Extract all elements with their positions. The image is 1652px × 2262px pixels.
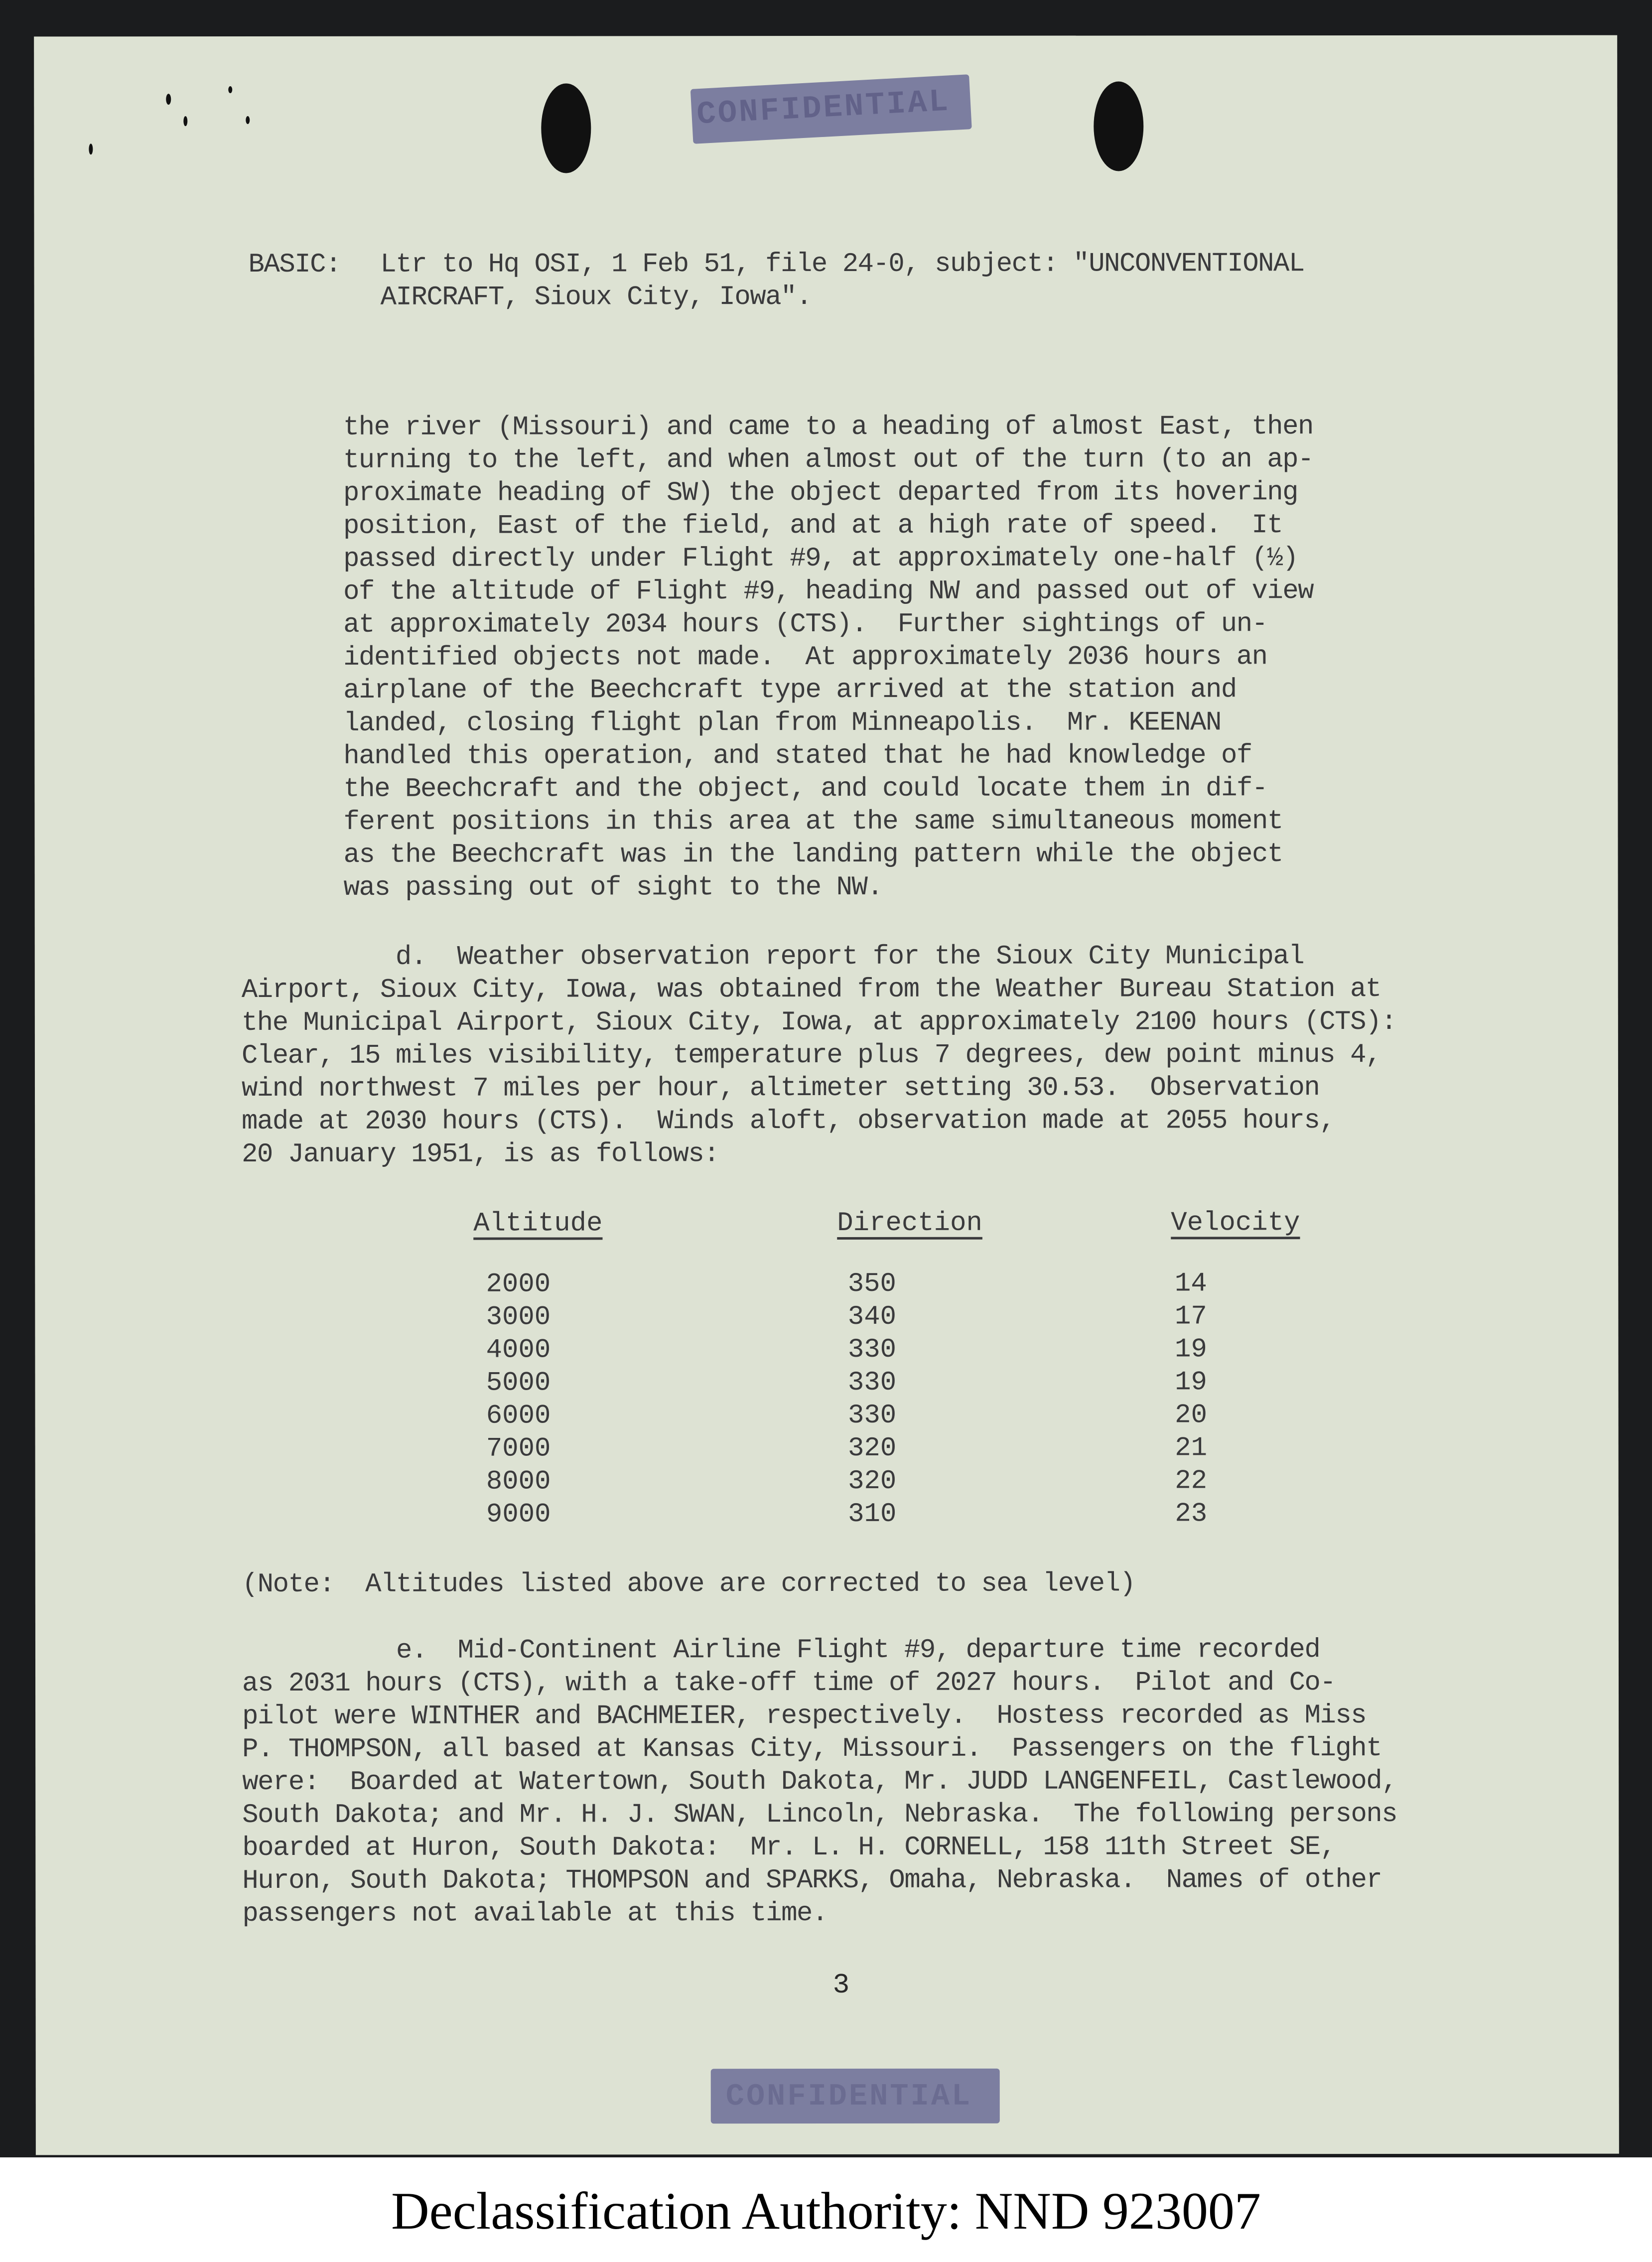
paragraph-line: proximate heading of SW) the object departed from its hovering [343,477,1298,509]
ink-speck [166,94,171,105]
cell-direction: 320 [847,1433,897,1464]
paragraph-line: Huron, South Dakota; THOMPSON and SPARKS, Omaha, Nebraska. Names of other [242,1865,1382,1897]
paragraph-line: Clear, 15 miles visibility, temperature plus 7 degrees, dew point minus 4, [241,1040,1381,1072]
paragraph-line: position, East of the field, and at a high rate of speed. It [343,510,1283,542]
declassification-caption: Declassification Authority: NND 923007 [391,2182,1261,2240]
paragraph-line: at approximately 2034 hours (CTS). Further sightings of un- [343,609,1267,640]
punch-hole-right [1094,81,1143,171]
ink-speck [89,143,93,154]
cell-altitude: 7000 [486,1433,551,1464]
paragraph-line: d. Weather observation report for the Sioux City Municipal [241,941,1304,973]
cell-direction: 330 [847,1400,897,1431]
table-header-altitude: Altitude [473,1208,603,1239]
cell-direction: 330 [847,1367,897,1398]
cell-velocity: 22 [1175,1466,1208,1497]
paragraph-line: 20 January 1951, is as follows: [242,1139,719,1170]
confidential-stamp-bottom-text: CONFIDENTIAL [725,2078,972,2115]
paragraph-line: passengers not available at this time. [242,1898,827,1930]
basic-line-2: AIRCRAFT, Sioux City, Iowa". [380,282,812,313]
cell-direction: 330 [847,1334,897,1365]
paragraph-line: wind northwest 7 miles per hour, altimeter setting 30.53. Observation [241,1073,1320,1105]
cell-altitude: 8000 [486,1466,551,1497]
paragraph-line: the Beechcraft and the object, and could locate them in dif- [343,773,1267,805]
confidential-stamp-text: CONFIDENTIAL [695,84,951,134]
paragraph-line: pilot were WINTHER and BACHMEIER, respectively. Hostess recorded as Miss [242,1700,1367,1732]
paragraph-line: of the altitude of Flight #9, heading NW and passed out of view [343,576,1314,607]
altitude-note: (Note: Altitudes listed above are corrected to sea level) [242,1568,1135,1600]
cell-velocity: 19 [1175,1367,1207,1398]
cell-altitude: 2000 [486,1269,551,1300]
cell-velocity: 14 [1174,1269,1207,1299]
document-page [34,35,1619,2155]
cell-velocity: 21 [1175,1433,1208,1464]
paragraph-line: P. THOMPSON, all based at Kansas City, Missouri. Passengers on the flight [242,1733,1382,1765]
paragraph-line: passed directly under Flight #9, at approximately one-half (½) [343,543,1298,574]
paragraph-line: airplane of the Beechcraft type arrived at the station and [343,675,1237,706]
ink-speck [246,116,250,124]
cell-velocity: 23 [1175,1499,1208,1530]
table-header-velocity: Velocity [1171,1208,1300,1239]
cell-direction: 320 [848,1466,897,1497]
basic-reference [248,249,1304,402]
cell-velocity: 17 [1174,1301,1207,1332]
cell-velocity: 19 [1175,1334,1207,1365]
paragraph-line: the Municipal Airport, Sioux City, Iowa, at approximately 2100 hours (CTS): [241,1007,1396,1039]
paragraph-line: as the Beechcraft was in the landing pattern while the object [343,839,1283,870]
paragraph-line: as 2031 hours (CTS), with a take-off time of 2027 hours. Pilot and Co- [242,1668,1336,1699]
cell-direction: 350 [847,1269,896,1299]
paragraph-line: turning to the left, and when almost out of the turn (to an ap- [343,444,1313,476]
paragraph-line: were: Boarded at Watertown, South Dakota, Mr. JUDD LANGENFEIL, Castlewood, [242,1766,1397,1798]
paragraph-line: landed, closing flight plan from Minneapolis. Mr. KEENAN [343,707,1221,739]
paragraph-line: was passing out of sight to the NW. [343,872,883,903]
paragraph-line: the river (Missouri) and came to a heading of almost East, then [343,412,1313,443]
table-header-direction: Direction [837,1208,982,1239]
paragraph-line: South Dakota; and Mr. H. J. SWAN, Lincoln, Nebraska. The following persons [242,1799,1397,1831]
paragraph-line: boarded at Huron, South Dakota: Mr. L. H. CORNELL, 158 11th Street SE, [242,1832,1336,1864]
paragraph-line: identified objects not made. At approximately 2036 hours an [343,642,1267,673]
paragraph-line: ferent positions in this area at the same simultaneous moment [343,806,1283,838]
basic-label: BASIC: [248,249,341,281]
cell-direction: 340 [847,1301,897,1332]
cell-altitude: 4000 [486,1335,551,1366]
ink-speck [228,86,232,93]
cell-altitude: 5000 [486,1368,551,1399]
basic-line-1: Ltr to Hq OSI, 1 Feb 51, file 24-0, subject: "UNCONVENTIONAL [380,249,1304,280]
ink-speck [183,116,187,126]
cell-velocity: 20 [1175,1400,1207,1431]
cell-altitude: 6000 [486,1401,551,1431]
paragraph-line: Airport, Sioux City, Iowa, was obtained from the Weather Bureau Station at [241,974,1381,1006]
paragraph-line: handled this operation, and stated that he had knowledge of [343,740,1252,772]
cell-direction: 310 [848,1499,897,1530]
cell-altitude: 3000 [486,1302,551,1333]
paragraph-line: made at 2030 hours (CTS). Winds aloft, observation made at 2055 hours, [242,1106,1335,1137]
paragraph-line: e. Mid-Continent Airline Flight #9, departure time recorded [242,1635,1320,1667]
cell-altitude: 9000 [486,1499,551,1530]
page-number: 3 [832,1969,850,2001]
punch-hole-left [541,83,591,173]
